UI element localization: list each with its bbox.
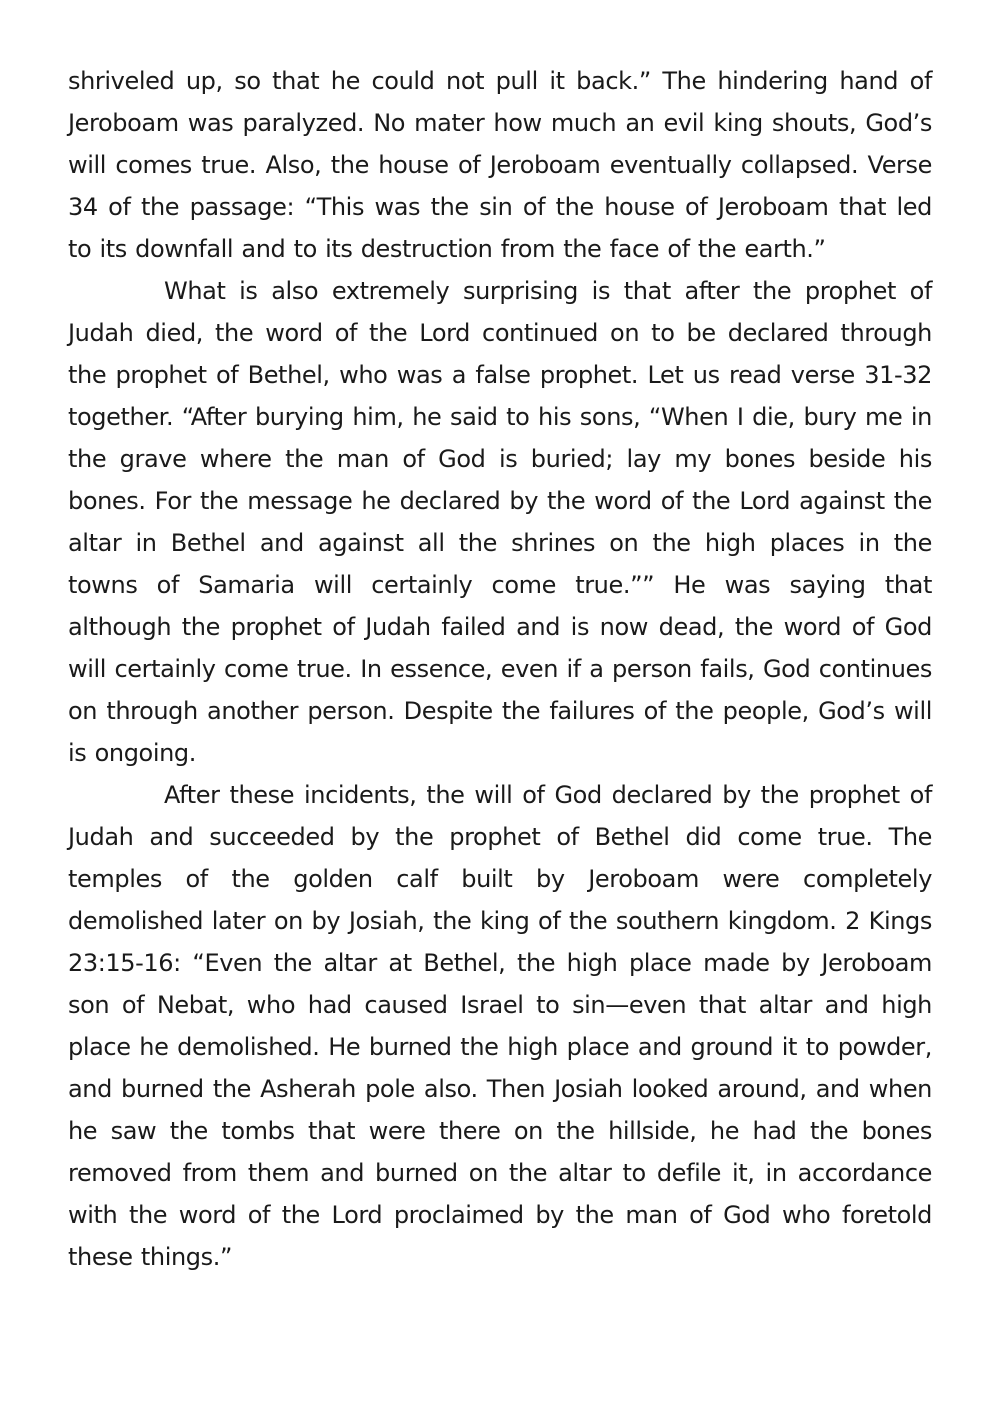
- paragraph-continuation: shriveled up, so that he could not pull it back.” The hindering hand of Jeroboam was paralyzed. No mater how much an evil king shouts, God’s will comes true. Also, the house of Jeroboam eventually collapsed. Verse 34 of the passage: “This was the sin of the house of Jeroboam that led to its downfall and to its destruction from the face of the earth.”: [68, 67, 932, 263]
- paragraph-josiah: After these incidents, the will of God declared by the prophet of Judah and succeeded by the prophet of Bethel did come true. The temples of the golden calf built by Jeroboam were completely demolished later on by Josiah, the king of the southern kingdom. 2 Kings 23:15-16: “Even the altar at Bethel, the high place made by Jeroboam son of Nebat, who had caused Israel to sin—even that altar and high place he demolished. He burned the high place and ground it to powder, and burned the Asherah pole also. Then Josiah looked around, and when he saw the tombs that were there on the hillside, he had the bones removed from them and burned on the altar to defile it, in accordance with the word of the Lord proclaimed by the man of God who foretold these things.”: [68, 781, 932, 1271]
- paragraph-bethel-prophet: What is also extremely surprising is that after the prophet of Judah died, the word of the Lord continued on to be declared through the prophet of Bethel, who was a false prophet. Let us read verse 31-32 together. “After burying him, he said to his sons, “When I die, bury me in the grave where the man of God is buried; lay my bones beside his bones. For the message he declared by the word of the Lord against the altar in Bethel and against all the shrines on the high places in the towns of Samaria will certainly come true.”” He was saying that although the prophet of Judah failed and is now dead, the word of God will certainly come true. In essence, even if a person fails, God continues on through another person. Despite the failures of the people, God’s will is ongoing.: [68, 277, 932, 767]
- document-page: [68, 60, 932, 1278]
